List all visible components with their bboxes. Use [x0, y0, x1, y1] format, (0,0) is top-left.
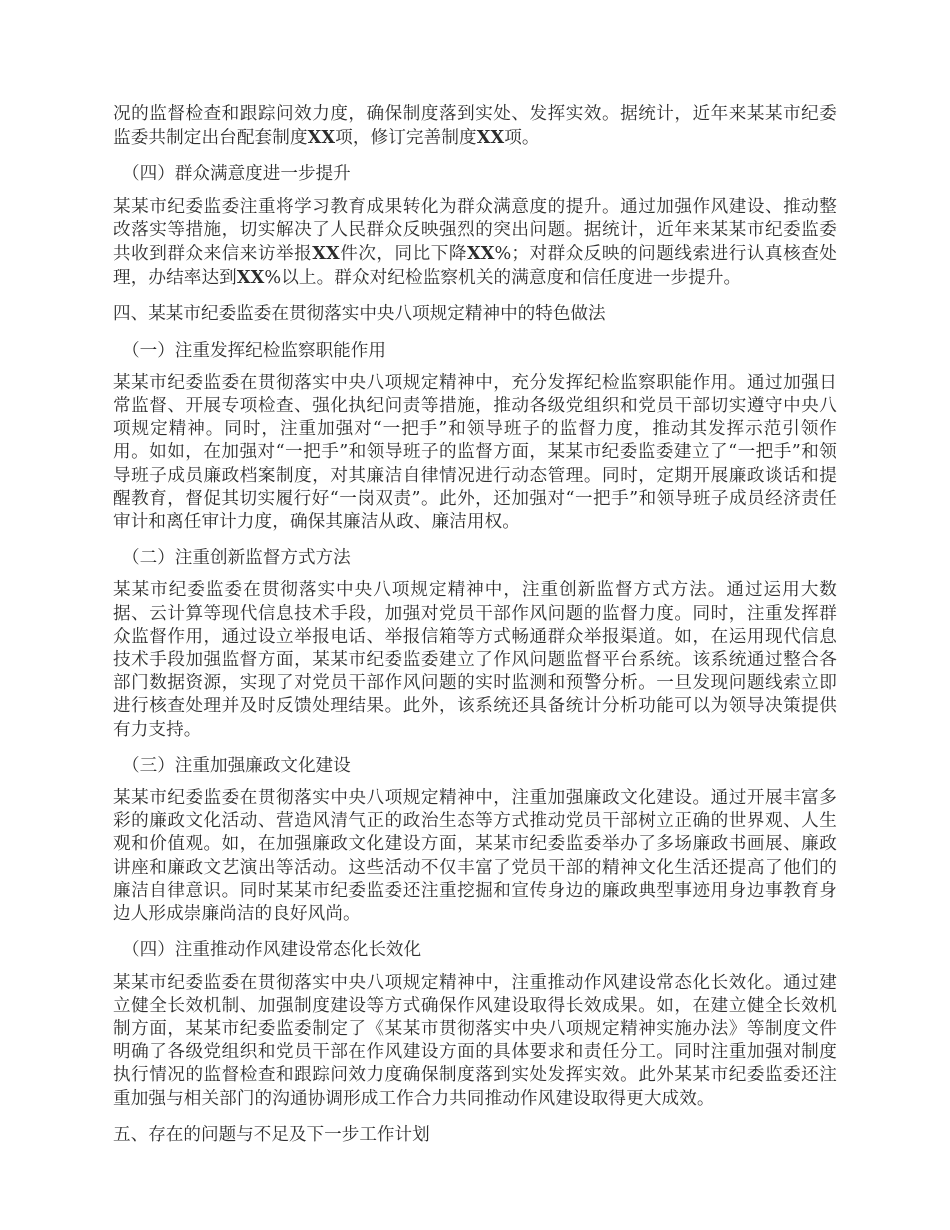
heading-sub-clean-culture: （三）注重加强廉政文化建设 [122, 755, 351, 776]
paragraph-clean-culture: 某某市纪委监委在贯彻落实中央八项规定精神中，注重加强廉政文化建设。通过开展丰富多彩的廉政文化活动、营造风清气正的政治生态等方式推动党员干部树立正确的世界观、人生观和价值观。如，在加强廉政文化建设方面，某某市纪委监委举办了多场廉政书画展、廉政讲座和廉政文艺演出等活动。这些活动不仅丰富了党员干部的精神文化生活还提高了他们的廉洁自律意识。同时某某市纪委监委还注重挖掘和宣传身边的廉政典型事迹用身边事教育身边人形成崇廉尚洁的良好风尚。 [113, 788, 837, 925]
heading-section-four: 四、某某市纪委监委在贯彻落实中央八项规定精神中的特色做法 [113, 304, 606, 325]
heading-sub-normalization: （四）注重推动作风建设常态化长效化 [122, 940, 422, 961]
paragraph-supervision-innovation: 某某市纪委监委在贯彻落实中央八项规定精神中，注重创新监督方式方法。通过运用大数据、云计算等现代信息技术手段，加强对党员干部作风问题的监督力度。同时，注重发挥群众监督作用，通过设立举报电话、举报信箱等方式畅通群众举报渠道。如，在运用现代信息技术手段加强监督方面，某某市纪委监委建立了作风问题监督平台系统。该系统通过整合各部门数据资源，实现了对党员干部作风问题的实时监测和预警分析。一旦发现问题线索立即进行核查处理并及时反馈处理结果。此外，该系统还具备统计分析功能可以为领导决策提供有力支持。 [113, 580, 837, 740]
heading-sub-group-satisfaction: （四）群众满意度进一步提升 [122, 164, 351, 185]
paragraph-normalization: 某某市纪委监委在贯彻落实中央八项规定精神中，注重推动作风建设常态化长效化。通过建立健全长效机制、加强制度建设等方式确保作风建设取得长效成果。如，在建立健全长效机制方面，某某市纪委监委制定了《某某市贯彻落实中央八项规定精神实施办法》等制度文件明确了各级党组织和党员干部在作风建设方面的具体要求和责任分工。同时注重加强对制度执行情况的监督检查和跟踪问效力度确保制度落到实处发挥实效。此外某某市纪委监委还注重加强与相关部门的沟通协调形成工作合力共同推动作风建设取得更大成效。 [113, 972, 837, 1109]
paragraph-continuation-top: 况的监督检查和跟踪问效力度，确保制度落到实处、发挥实效。据统计，近年来某某市纪委监委共制定出台配套制度XX项，修订完善制度XX项。 [113, 104, 837, 149]
heading-sub-discipline-function: （一）注重发挥纪检监察职能作用 [122, 340, 386, 361]
paragraph-discipline-function: 某某市纪委监委在贯彻落实中央八项规定精神中，充分发挥纪检监察职能作用。通过加强日常监督、开展专项检查、强化执纪问责等措施，推动各级党组织和党员干部切实遵守中央八项规定精神。同时，注重加强对“一把手”和领导班子的监督力度，推动其发挥示范引领作用。如如，在加强对“一把手”和领导班子的监督方面，某某市纪委监委建立了“一把手”和领导班子成员廉政档案制度，对其廉洁自律情况进行动态管理。同时，定期开展廉政谈话和提醒教育，督促其切实履行好“一岗双责”。此外，还加强对“一把手”和领导班子成员经济责任审计和离任审计力度，确保其廉洁从政、廉洁用权。 [113, 372, 837, 533]
paragraph-group-satisfaction: 某某市纪委监委注重将学习教育成果转化为群众满意度的提升。通过加强作风建设、推动整改落实等措施，切实解决了人民群众反映强烈的突出问题。据统计，近年来某某市纪委监委共收到群众来信来访举报XX件次，同比下降XX%；对群众反映的问题线索进行认真核查处理，办结率达到XX%以上。群众对纪检监察机关的满意度和信任度进一步提升。 [113, 196, 837, 289]
heading-sub-supervision-innovation: （二）注重创新监督方式方法 [122, 548, 351, 569]
page-bottom-spacer [113, 1156, 837, 1164]
heading-section-five: 五、存在的问题与不足及下一步工作计划 [113, 1124, 430, 1145]
document-body [113, 103, 837, 1164]
